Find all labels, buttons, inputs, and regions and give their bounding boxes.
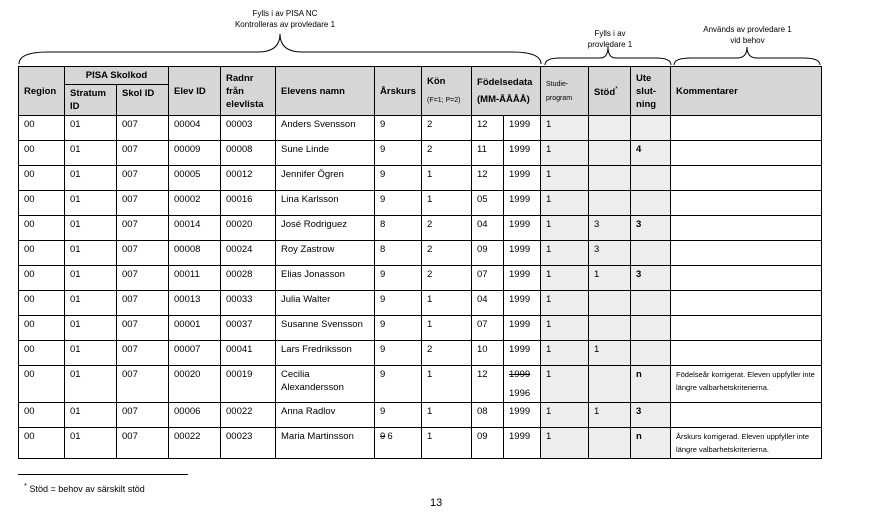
footnote	[24, 481, 145, 494]
cell-kon: 1	[422, 166, 472, 191]
cell-stratum: 01	[65, 366, 117, 403]
header-fodelsedata	[472, 67, 541, 116]
cell-kon: 1	[422, 316, 472, 341]
cell-arskurs: 9	[375, 366, 422, 403]
header-kon	[422, 67, 472, 116]
cell-arskurs: 9	[375, 191, 422, 216]
cell-stratum: 01	[65, 166, 117, 191]
table-row	[19, 116, 822, 141]
cell-kon: 1	[422, 191, 472, 216]
cell-arskurs: 9	[375, 166, 422, 191]
cell-uteslutning	[631, 291, 671, 316]
cell-region: 00	[19, 216, 65, 241]
cell-elev-id: 00011	[169, 266, 221, 291]
annotation-anvands-line1: Används av provledare 1	[703, 25, 792, 34]
cell-namn: José Rodriguez	[276, 216, 375, 241]
cell-elev-id: 00007	[169, 341, 221, 366]
cell-uteslutning	[631, 191, 671, 216]
table-row	[19, 166, 822, 191]
cell-arskurs	[375, 428, 422, 459]
cell-skol: 007	[117, 366, 169, 403]
cell-stod: 1	[589, 341, 631, 366]
arskurs-old: 9	[380, 431, 386, 442]
cell-studieprogram: 1	[541, 216, 589, 241]
annotation-provledare-line1: Fylls i av	[594, 29, 626, 38]
cell-studieprogram: 1	[541, 166, 589, 191]
brace-provledare	[544, 44, 674, 66]
cell-namn: Lina Karlsson	[276, 191, 375, 216]
cell-uteslutning: 3	[631, 216, 671, 241]
cell-stod	[589, 316, 631, 341]
cell-stratum: 01	[65, 191, 117, 216]
cell-skol: 007	[117, 166, 169, 191]
cell-region: 00	[19, 241, 65, 266]
cell-uteslutning	[631, 241, 671, 266]
cell-birth-month: 10	[472, 341, 504, 366]
header-fodelsedata-sub: (MM-ÅÅÅÅ)	[477, 94, 530, 105]
table-row	[19, 403, 822, 428]
cell-arskurs: 9	[375, 291, 422, 316]
cell-stod	[589, 366, 631, 403]
annotation-provledare-line2: provledare 1	[587, 40, 633, 49]
birth-year-corrected: 1996	[509, 388, 531, 399]
cell-uteslutning: n	[631, 366, 671, 403]
table-row	[19, 291, 822, 316]
cell-elev-id: 00002	[169, 191, 221, 216]
cell-birth-month: 12	[472, 366, 504, 403]
cell-region: 00	[19, 116, 65, 141]
cell-elev-id: 00009	[169, 141, 221, 166]
header-kommentarer: Kommentarer	[671, 67, 822, 116]
cell-stod	[589, 291, 631, 316]
cell-studieprogram: 1	[541, 428, 589, 459]
cell-stratum: 01	[65, 241, 117, 266]
header-elevens-namn: Elevens namn	[276, 67, 375, 116]
cell-radnr: 00041	[221, 341, 276, 366]
cell-birth-year: 1999	[504, 266, 541, 291]
cell-region: 00	[19, 191, 65, 216]
cell-stratum: 01	[65, 341, 117, 366]
cell-uteslutning	[631, 341, 671, 366]
cell-kommentar	[671, 141, 822, 166]
cell-birth-month: 12	[472, 116, 504, 141]
header-region: Region	[19, 67, 65, 116]
cell-stod: 3	[589, 216, 631, 241]
cell-namn: Julia Walter	[276, 291, 375, 316]
cell-stratum: 01	[65, 403, 117, 428]
table-row	[19, 366, 822, 403]
cell-kon: 2	[422, 241, 472, 266]
arskurs-corrected: 6	[387, 431, 393, 442]
cell-stratum: 01	[65, 216, 117, 241]
table-row	[19, 141, 822, 166]
table-row	[19, 341, 822, 366]
cell-skol: 007	[117, 266, 169, 291]
cell-arskurs: 9	[375, 266, 422, 291]
cell-kon: 2	[422, 266, 472, 291]
cell-skol: 007	[117, 116, 169, 141]
cell-radnr: 00033	[221, 291, 276, 316]
page-number: 13	[430, 497, 443, 509]
cell-namn: Jennifer Ögren	[276, 166, 375, 191]
cell-birth-year: 1999	[504, 316, 541, 341]
cell-uteslutning	[631, 116, 671, 141]
cell-kommentar	[671, 241, 822, 266]
table-row	[19, 428, 822, 459]
header-stod	[589, 67, 631, 116]
cell-elev-id: 00006	[169, 403, 221, 428]
header-elev-id: Elev ID	[169, 67, 221, 116]
cell-namn: Roy Zastrow	[276, 241, 375, 266]
cell-skol: 007	[117, 316, 169, 341]
cell-kon: 1	[422, 428, 472, 459]
cell-stratum: 01	[65, 316, 117, 341]
cell-birth-year: 1999	[504, 216, 541, 241]
header-studieprogram-label: Studie-program	[546, 81, 573, 102]
cell-stod: 1	[589, 266, 631, 291]
cell-radnr: 00020	[221, 216, 276, 241]
cell-skol: 007	[117, 216, 169, 241]
cell-kommentar	[671, 266, 822, 291]
cell-region: 00	[19, 266, 65, 291]
cell-stod	[589, 191, 631, 216]
cell-skol: 007	[117, 141, 169, 166]
cell-birth-year: 1999	[504, 191, 541, 216]
header-uteslutning: Ute slut-ning	[631, 67, 671, 116]
header-skol-id: Skol ID	[117, 85, 169, 116]
cell-kon: 2	[422, 141, 472, 166]
table-row	[19, 316, 822, 341]
cell-kommentar	[671, 291, 822, 316]
brace-anvands	[673, 44, 823, 66]
cell-arskurs: 9	[375, 341, 422, 366]
footnote-mark: *	[24, 481, 27, 490]
cell-radnr: 00028	[221, 266, 276, 291]
cell-region: 00	[19, 428, 65, 459]
cell-kommentar	[671, 403, 822, 428]
cell-skol: 007	[117, 403, 169, 428]
cell-namn: Cecilia Alexandersson	[276, 366, 375, 403]
cell-birth-month: 04	[472, 216, 504, 241]
table-row	[19, 216, 822, 241]
cell-namn: Elias Jonasson	[276, 266, 375, 291]
birth-year-old: 1999	[509, 369, 531, 380]
cell-region: 00	[19, 341, 65, 366]
cell-radnr: 00012	[221, 166, 276, 191]
cell-stratum: 01	[65, 141, 117, 166]
cell-elev-id: 00013	[169, 291, 221, 316]
header-fodelsedata-label: Födelsedata	[477, 77, 533, 88]
cell-elev-id: 00001	[169, 316, 221, 341]
cell-region: 00	[19, 166, 65, 191]
cell-studieprogram: 1	[541, 241, 589, 266]
cell-stod	[589, 116, 631, 141]
cell-birth-month: 07	[472, 266, 504, 291]
table-row	[19, 191, 822, 216]
annotation-anvands-line2: vid behov	[730, 36, 765, 45]
cell-skol: 007	[117, 191, 169, 216]
cell-birth-year: 1999	[504, 403, 541, 428]
header-studieprogram	[541, 67, 589, 116]
cell-stod	[589, 141, 631, 166]
header-stod-mark: *	[615, 85, 618, 93]
cell-radnr: 00016	[221, 191, 276, 216]
cell-skol: 007	[117, 291, 169, 316]
cell-kon: 1	[422, 291, 472, 316]
cell-studieprogram: 1	[541, 291, 589, 316]
annotation-pisa-nc	[180, 8, 390, 30]
cell-namn: Anna Radlov	[276, 403, 375, 428]
cell-studieprogram: 1	[541, 116, 589, 141]
cell-skol: 007	[117, 241, 169, 266]
cell-stratum: 01	[65, 116, 117, 141]
cell-birth-year	[504, 366, 541, 403]
cell-kon: 2	[422, 341, 472, 366]
cell-stratum: 01	[65, 428, 117, 459]
cell-stratum: 01	[65, 291, 117, 316]
cell-arskurs: 9	[375, 403, 422, 428]
cell-radnr: 00023	[221, 428, 276, 459]
cell-kommentar	[671, 166, 822, 191]
footnote-divider	[18, 474, 188, 475]
cell-region: 00	[19, 316, 65, 341]
cell-radnr: 00037	[221, 316, 276, 341]
cell-namn: Anders Svensson	[276, 116, 375, 141]
cell-studieprogram: 1	[541, 191, 589, 216]
cell-namn: Lars Fredriksson	[276, 341, 375, 366]
cell-namn: Susanne Svensson	[276, 316, 375, 341]
cell-kon: 1	[422, 366, 472, 403]
cell-birth-month: 04	[472, 291, 504, 316]
cell-kommentar	[671, 116, 822, 141]
footnote-text: Stöd = behov av särskilt stöd	[29, 484, 145, 494]
cell-birth-year: 1999	[504, 241, 541, 266]
cell-birth-month: 07	[472, 316, 504, 341]
header-stod-label: Stöd	[594, 87, 616, 99]
cell-kommentar	[671, 316, 822, 341]
cell-elev-id: 00014	[169, 216, 221, 241]
cell-radnr: 00008	[221, 141, 276, 166]
cell-uteslutning: n	[631, 428, 671, 459]
header-pisa-skolkod: PISA Skolkod	[65, 67, 169, 85]
cell-region: 00	[19, 403, 65, 428]
header-arskurs: Årskurs	[375, 67, 422, 116]
annotation-anvands	[680, 24, 815, 46]
annotation-pisa-nc-line1: Fylls i av PISA NC	[252, 9, 318, 18]
cell-stratum: 01	[65, 266, 117, 291]
cell-namn: Sune Linde	[276, 141, 375, 166]
cell-kommentar	[671, 216, 822, 241]
cell-kommentar	[671, 191, 822, 216]
cell-studieprogram: 1	[541, 403, 589, 428]
cell-birth-year: 1999	[504, 428, 541, 459]
cell-studieprogram: 1	[541, 341, 589, 366]
annotation-pisa-nc-line2: Kontrolleras av provledare 1	[234, 20, 336, 29]
cell-radnr: 00019	[221, 366, 276, 403]
cell-birth-year: 1999	[504, 141, 541, 166]
cell-birth-month: 09	[472, 428, 504, 459]
cell-studieprogram: 1	[541, 266, 589, 291]
cell-birth-month: 08	[472, 403, 504, 428]
cell-birth-year: 1999	[504, 116, 541, 141]
cell-arskurs: 8	[375, 216, 422, 241]
cell-kommentar: Födelseår korrigerat. Eleven uppfyller inte längre valbarhetskriterierna.	[671, 366, 822, 403]
cell-studieprogram: 1	[541, 366, 589, 403]
cell-stod: 1	[589, 403, 631, 428]
cell-studieprogram: 1	[541, 141, 589, 166]
cell-skol: 007	[117, 341, 169, 366]
cell-elev-id: 00005	[169, 166, 221, 191]
cell-radnr: 00003	[221, 116, 276, 141]
cell-region: 00	[19, 291, 65, 316]
cell-uteslutning	[631, 316, 671, 341]
cell-elev-id: 00008	[169, 241, 221, 266]
cell-arskurs: 9	[375, 116, 422, 141]
cell-skol: 007	[117, 428, 169, 459]
header-stratum-id: Stratum ID	[65, 85, 117, 116]
cell-region: 00	[19, 366, 65, 403]
cell-birth-month: 09	[472, 241, 504, 266]
header-kon-label: Kön	[427, 76, 446, 87]
cell-elev-id: 00020	[169, 366, 221, 403]
cell-arskurs: 8	[375, 241, 422, 266]
cell-birth-year: 1999	[504, 166, 541, 191]
table-row	[19, 266, 822, 291]
cell-stod: 3	[589, 241, 631, 266]
cell-uteslutning: 3	[631, 403, 671, 428]
cell-kon: 2	[422, 216, 472, 241]
cell-birth-year: 1999	[504, 341, 541, 366]
cell-radnr: 00024	[221, 241, 276, 266]
cell-uteslutning: 3	[631, 266, 671, 291]
header-kon-sub: (F=1; P=2)	[427, 97, 461, 104]
cell-kommentar: Årskurs korrigerad. Eleven uppfyller inte längre valbarhetskriterierna.	[671, 428, 822, 459]
cell-birth-month: 11	[472, 141, 504, 166]
cell-studieprogram: 1	[541, 316, 589, 341]
brace-pisa-nc	[18, 30, 543, 66]
cell-kon: 1	[422, 403, 472, 428]
table-row	[19, 241, 822, 266]
cell-kon: 2	[422, 116, 472, 141]
header-radnr: Radnr från elevlista	[221, 67, 276, 116]
cell-arskurs: 9	[375, 316, 422, 341]
cell-birth-month: 12	[472, 166, 504, 191]
cell-elev-id: 00004	[169, 116, 221, 141]
cell-kommentar	[671, 341, 822, 366]
cell-region: 00	[19, 141, 65, 166]
cell-uteslutning: 4	[631, 141, 671, 166]
cell-stod	[589, 166, 631, 191]
cell-namn: Maria Martinsson	[276, 428, 375, 459]
cell-birth-month: 05	[472, 191, 504, 216]
cell-elev-id: 00022	[169, 428, 221, 459]
cell-radnr: 00022	[221, 403, 276, 428]
cell-uteslutning	[631, 166, 671, 191]
cell-arskurs: 9	[375, 141, 422, 166]
cell-birth-year: 1999	[504, 291, 541, 316]
student-tracking-table	[18, 66, 822, 459]
cell-stod	[589, 428, 631, 459]
